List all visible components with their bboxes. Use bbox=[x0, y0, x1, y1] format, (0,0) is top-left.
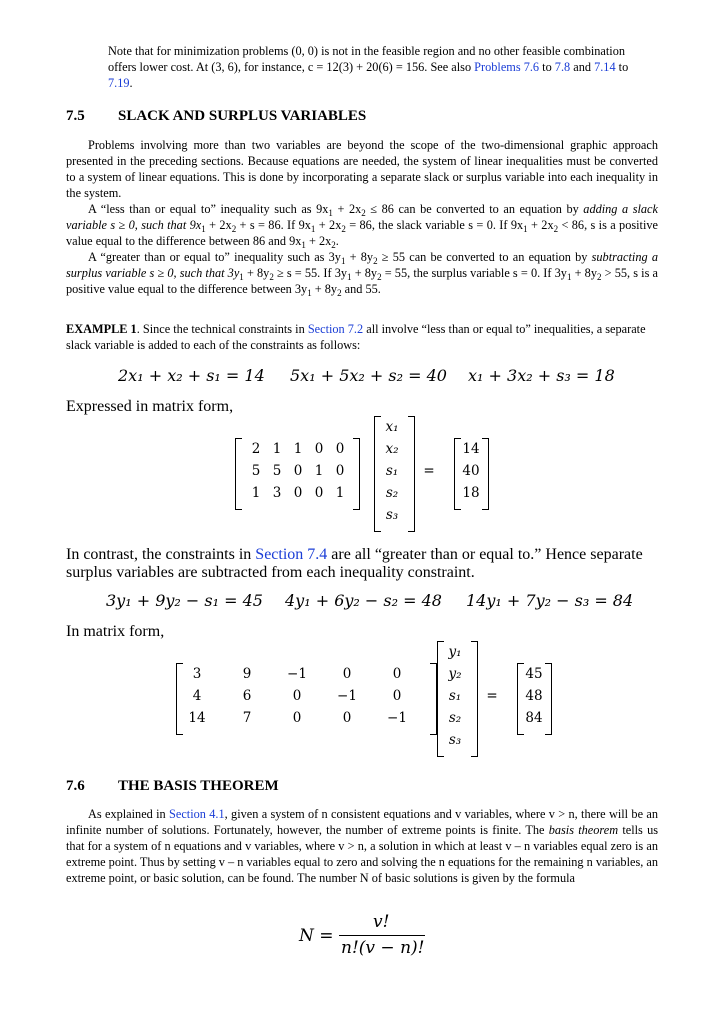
matrix-label-2: In matrix form, bbox=[66, 623, 165, 640]
vector-variable: s₂ bbox=[385, 485, 399, 501]
vector-variable: s₁ bbox=[448, 688, 462, 704]
matrix-cell: −1 bbox=[287, 666, 307, 682]
rhs-value: 84 bbox=[525, 710, 543, 726]
vector-variable: y₂ bbox=[448, 666, 462, 682]
matrix-cell: 1 bbox=[314, 463, 324, 479]
paragraph-intro: Problems involving more than two variables are beyond the scope of the two-dimensional graphic approach presented in the preceding sections. Because equations are needed, the system of linear inequalities must be converted to a system of linear equations. This is done by incorporating a separate slack or surplus variable into each inequality in the system. bbox=[66, 138, 658, 200]
matrix-cell: 5 bbox=[272, 463, 282, 479]
formula-lhs: N = bbox=[299, 926, 334, 946]
vector-variable: s₂ bbox=[448, 710, 462, 726]
rhs-value: 45 bbox=[525, 666, 543, 682]
matrix-label-1: Expressed in matrix form, bbox=[66, 398, 234, 415]
matrix-cell: 0 bbox=[292, 710, 302, 726]
matrix-cell: 5 bbox=[251, 463, 261, 479]
vector-variable: x₂ bbox=[385, 441, 399, 457]
matrix-cell: 1 bbox=[335, 485, 345, 501]
formula-numerator: v! bbox=[373, 912, 390, 932]
matrix-cell: 0 bbox=[335, 463, 345, 479]
matrix-cell: 0 bbox=[292, 688, 302, 704]
vector-variable: x₁ bbox=[385, 419, 399, 435]
link-section-4-1[interactable]: Section 4.1 bbox=[169, 807, 225, 821]
rhs-right-bracket bbox=[482, 438, 489, 510]
slack-equation-3: x₁ + 3x₂ + s₃ = 18 bbox=[468, 366, 615, 385]
formula-denominator: n!(v − n)! bbox=[341, 938, 425, 958]
vector-right-bracket bbox=[408, 416, 415, 532]
paragraph-slack: A “less than or equal to” inequality such as $9x_1 + 2x_2 \le 86$ can be converted to an equation by adding a slack variable s ≥ 0, such that $9x_1 + 2x_2 + s = 86$. If $9x_1 + 2x_2 = 86$, the slack variable s = 0. If $9x_1 + 2x_2 < 86$, s is a positive value equal to the difference between 86 and $9x_1 + 2x_2$. bbox=[66, 202, 658, 250]
matrix-right-bracket bbox=[353, 438, 360, 510]
matrix-cell: −1 bbox=[387, 710, 407, 726]
matrix-left-bracket bbox=[176, 663, 183, 735]
matrix-cell: 0 bbox=[335, 441, 345, 457]
vector-variable: s₃ bbox=[385, 507, 399, 523]
matrix-cell: 4 bbox=[192, 688, 202, 704]
equals-sign: = bbox=[486, 688, 498, 704]
vector-variable: y₁ bbox=[448, 644, 462, 660]
rhs-value: 14 bbox=[462, 441, 480, 457]
matrix-cell: 14 bbox=[188, 710, 206, 726]
matrix-cell: 1 bbox=[251, 485, 261, 501]
matrix-cell: 3 bbox=[192, 666, 202, 682]
example-1: EXAMPLE 1. Since the technical constraints in Section 7.2 all involve “less than or equal to” inequalities, a separate slack variable is added to each of the constraints as follows: bbox=[66, 322, 646, 352]
paragraph-surplus: A “greater than or equal to” inequality such as $3y_1 + 8y_2 \ge 55$ can be converted to an equation by subtracting a surplus variable s ≥ 0, such that $3y_1 + 8y_2 \ge s = 55$. If $3y_1 + 8y_2 = 55$, the surplus variable s = 0. If $3y_1 + 8y_2 > 55$, s is a positive value equal to the difference between $3y_1 + 8y_2$ and 55. bbox=[66, 250, 658, 298]
link-7-19[interactable]: 7.19 bbox=[108, 76, 130, 90]
matrix-cell: 1 bbox=[272, 441, 282, 457]
rhs-right-bracket bbox=[545, 663, 552, 735]
basis-theorem-paragraph: As explained in Section 4.1, given a system of n consistent equations and v variables, where v > n, there will be an infinite number of solutions. Fortunately, however, the number of extreme points is finite. The basis theorem tells us that for a system of n equations and v variables, where v > n, a solution in which at least v – n variables equal zero is an extreme point. Thus by setting v – n variables equal to zero and solving the n equations for the remaining n variables, an extreme point, or basic solution, can be found. The number N of basic solutions is given by the formula bbox=[66, 807, 659, 885]
slack-equation-2: 5x₁ + 5x₂ + s₂ = 40 bbox=[290, 366, 447, 385]
section-number: 7.6 bbox=[66, 778, 85, 794]
link-problems-7-6[interactable]: Problems 7.6 bbox=[474, 60, 540, 74]
surplus-equation-3: 14y₁ + 7y₂ − s₃ = 84 bbox=[466, 591, 634, 610]
example-label: EXAMPLE 1 bbox=[66, 322, 137, 336]
contrast-paragraph: In contrast, the constraints in Section 7.4 are all “greater than or equal to.” Hence separate surplus variables are subtracted from each inequality constraint. bbox=[66, 546, 643, 581]
matrix-cell: 0 bbox=[392, 688, 402, 704]
matrix-cell: 0 bbox=[392, 666, 402, 682]
section-title: THE BASIS THEOREM bbox=[118, 778, 279, 794]
matrix-cell: 3 bbox=[272, 485, 282, 501]
vector-variable: s₃ bbox=[448, 732, 462, 748]
link-7-8[interactable]: 7.8 bbox=[554, 60, 571, 74]
matrix-cell: 0 bbox=[314, 485, 324, 501]
matrix-cell: 6 bbox=[242, 688, 252, 704]
matrix-cell: 0 bbox=[293, 485, 303, 501]
surplus-equation-2: 4y₁ + 6y₂ − s₂ = 48 bbox=[285, 591, 442, 610]
matrix-cell: 0 bbox=[342, 710, 352, 726]
vector-right-bracket bbox=[471, 641, 478, 757]
matrix-cell: 9 bbox=[242, 666, 252, 682]
rhs-value: 18 bbox=[462, 485, 480, 501]
link-7-14[interactable]: 7.14 bbox=[594, 60, 616, 74]
vector-variable: s₁ bbox=[385, 463, 399, 479]
section-heading-7-5 bbox=[66, 108, 366, 125]
matrix-cell: 0 bbox=[293, 463, 303, 479]
section-7-5-body bbox=[66, 137, 658, 297]
fraction-bar bbox=[339, 935, 425, 936]
matrix-right-bracket bbox=[430, 663, 437, 735]
matrix-cell: −1 bbox=[337, 688, 357, 704]
note-paragraph: Note that for minimization problems (0, 0) is not in the feasible region and no other feasible combination offers lower cost. At (3, 6), for instance, c = 12(3) + 20(6) = 156. See also Problems 7.6 to 7.8 and 7.14 to 7.19. bbox=[108, 44, 629, 90]
section-number: 7.5 bbox=[66, 108, 85, 124]
link-section-7-4[interactable]: Section 7.4 bbox=[255, 546, 328, 563]
matrix-cell: 0 bbox=[342, 666, 352, 682]
matrix-cell: 7 bbox=[242, 710, 252, 726]
rhs-value: 40 bbox=[462, 463, 480, 479]
section-title: SLACK AND SURPLUS VARIABLES bbox=[118, 108, 367, 124]
matrix-cell: 1 bbox=[293, 441, 303, 457]
surplus-equation-1: 3y₁ + 9y₂ − s₁ = 45 bbox=[106, 591, 263, 610]
matrix-cell: 2 bbox=[251, 441, 261, 457]
section-heading-7-6 bbox=[66, 778, 279, 795]
matrix-left-bracket bbox=[235, 438, 242, 510]
slack-equation-1: 2x₁ + x₂ + s₁ = 14 bbox=[118, 366, 265, 385]
matrix-cell: 0 bbox=[314, 441, 324, 457]
link-section-7-2[interactable]: Section 7.2 bbox=[307, 322, 364, 336]
equals-sign: = bbox=[423, 463, 435, 479]
rhs-value: 48 bbox=[525, 688, 543, 704]
